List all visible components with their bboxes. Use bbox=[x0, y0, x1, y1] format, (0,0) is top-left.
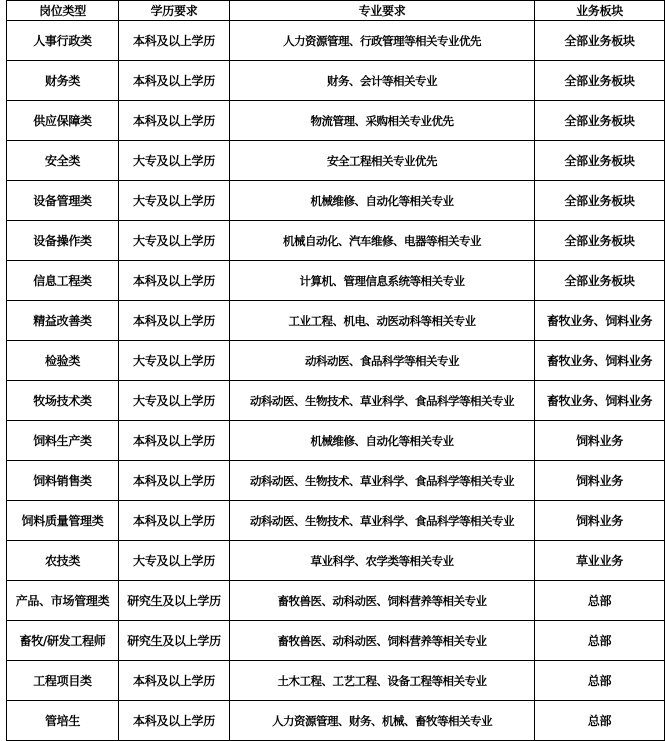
table-row bbox=[7, 381, 665, 421]
cell-education: 大专及以上学历 bbox=[119, 221, 230, 261]
cell-major: 草业科学、农学类等相关专业 bbox=[230, 541, 535, 581]
table-row bbox=[7, 61, 665, 101]
table-row bbox=[7, 101, 665, 141]
cell-business-unit: 总部 bbox=[535, 701, 665, 741]
cell-major: 机械维修、自动化等相关专业 bbox=[230, 181, 535, 221]
cell-education: 大专及以上学历 bbox=[119, 141, 230, 181]
cell-position-type: 人事行政类 bbox=[7, 21, 119, 61]
table-row bbox=[7, 421, 665, 461]
cell-education: 研究生及以上学历 bbox=[119, 621, 230, 661]
cell-education: 本科及以上学历 bbox=[119, 661, 230, 701]
cell-education: 大专及以上学历 bbox=[119, 541, 230, 581]
cell-business-unit: 全部业务板块 bbox=[535, 141, 665, 181]
cell-position-type: 设备操作类 bbox=[7, 221, 119, 261]
cell-position-type: 安全类 bbox=[7, 141, 119, 181]
table-row bbox=[7, 661, 665, 701]
table-row bbox=[7, 141, 665, 181]
cell-major: 动科动医、生物技术、草业科学、食品科学等相关专业 bbox=[230, 501, 535, 541]
cell-education: 大专及以上学历 bbox=[119, 181, 230, 221]
cell-education: 本科及以上学历 bbox=[119, 461, 230, 501]
cell-position-type: 检验类 bbox=[7, 341, 119, 381]
cell-education: 研究生及以上学历 bbox=[119, 581, 230, 621]
cell-business-unit: 全部业务板块 bbox=[535, 221, 665, 261]
header-business-unit: 业务板块 bbox=[535, 1, 665, 21]
cell-business-unit: 畜牧业务、饲料业务 bbox=[535, 301, 665, 341]
cell-business-unit: 草业业务 bbox=[535, 541, 665, 581]
cell-major: 安全工程相关专业优先 bbox=[230, 141, 535, 181]
header-major: 专业要求 bbox=[230, 1, 535, 21]
cell-business-unit: 饲料业务 bbox=[535, 461, 665, 501]
cell-education: 本科及以上学历 bbox=[119, 301, 230, 341]
cell-major: 畜牧兽医、动科动医、饲料营养等相关专业 bbox=[230, 581, 535, 621]
cell-position-type: 产品、市场管理类 bbox=[7, 581, 119, 621]
cell-education: 本科及以上学历 bbox=[119, 421, 230, 461]
cell-position-type: 信息工程类 bbox=[7, 261, 119, 301]
cell-major: 动科动医、食品科学等相关专业 bbox=[230, 341, 535, 381]
cell-education: 本科及以上学历 bbox=[119, 261, 230, 301]
cell-major: 计算机、管理信息系统等相关专业 bbox=[230, 261, 535, 301]
cell-position-type: 饲料生产类 bbox=[7, 421, 119, 461]
table-row bbox=[7, 21, 665, 61]
cell-position-type: 农技类 bbox=[7, 541, 119, 581]
table-row bbox=[7, 181, 665, 221]
cell-major: 土木工程、工艺工程、设备工程等相关专业 bbox=[230, 661, 535, 701]
cell-education: 本科及以上学历 bbox=[119, 21, 230, 61]
table-row bbox=[7, 341, 665, 381]
table-row bbox=[7, 541, 665, 581]
table-row bbox=[7, 221, 665, 261]
cell-position-type: 设备管理类 bbox=[7, 181, 119, 221]
cell-position-type: 牧场技术类 bbox=[7, 381, 119, 421]
cell-position-type: 精益改善类 bbox=[7, 301, 119, 341]
cell-major: 工业工程、机电、动医动科等相关专业 bbox=[230, 301, 535, 341]
header-position-type: 岗位类型 bbox=[7, 1, 119, 21]
cell-major: 动科动医、生物技术、草业科学、食品科学等相关专业 bbox=[230, 461, 535, 501]
table-row bbox=[7, 701, 665, 741]
cell-position-type: 饲料质量管理类 bbox=[7, 501, 119, 541]
cell-major: 人力资源管理、财务、机械、畜牧等相关专业 bbox=[230, 701, 535, 741]
recruitment-table bbox=[6, 0, 665, 741]
cell-business-unit: 总部 bbox=[535, 581, 665, 621]
table-row bbox=[7, 261, 665, 301]
recruitment-table-container bbox=[6, 0, 664, 741]
cell-position-type: 工程项目类 bbox=[7, 661, 119, 701]
table-row bbox=[7, 581, 665, 621]
table-row bbox=[7, 301, 665, 341]
cell-major: 物流管理、采购相关专业优先 bbox=[230, 101, 535, 141]
cell-position-type: 饲料销售类 bbox=[7, 461, 119, 501]
cell-major: 畜牧兽医、动科动医、饲料营养等相关专业 bbox=[230, 621, 535, 661]
cell-education: 本科及以上学历 bbox=[119, 701, 230, 741]
table-header-row bbox=[7, 1, 665, 21]
cell-business-unit: 全部业务板块 bbox=[535, 61, 665, 101]
cell-position-type: 管培生 bbox=[7, 701, 119, 741]
cell-business-unit: 畜牧业务、饲料业务 bbox=[535, 381, 665, 421]
cell-major: 动科动医、生物技术、草业科学、食品科学等相关专业 bbox=[230, 381, 535, 421]
cell-position-type: 供应保障类 bbox=[7, 101, 119, 141]
cell-education: 大专及以上学历 bbox=[119, 381, 230, 421]
cell-major: 人力资源管理、行政管理等相关专业优先 bbox=[230, 21, 535, 61]
cell-major: 机械维修、自动化等相关专业 bbox=[230, 421, 535, 461]
cell-education: 本科及以上学历 bbox=[119, 101, 230, 141]
cell-business-unit: 全部业务板块 bbox=[535, 181, 665, 221]
cell-business-unit: 饲料业务 bbox=[535, 501, 665, 541]
cell-education: 大专及以上学历 bbox=[119, 341, 230, 381]
cell-business-unit: 畜牧业务、饲料业务 bbox=[535, 341, 665, 381]
cell-business-unit: 全部业务板块 bbox=[535, 21, 665, 61]
table-row bbox=[7, 621, 665, 661]
cell-position-type: 畜牧/研发工程师 bbox=[7, 621, 119, 661]
cell-business-unit: 全部业务板块 bbox=[535, 261, 665, 301]
cell-business-unit: 全部业务板块 bbox=[535, 101, 665, 141]
header-education: 学历要求 bbox=[119, 1, 230, 21]
cell-major: 财务、会计等相关专业 bbox=[230, 61, 535, 101]
cell-business-unit: 总部 bbox=[535, 621, 665, 661]
table-row bbox=[7, 461, 665, 501]
cell-education: 本科及以上学历 bbox=[119, 61, 230, 101]
cell-business-unit: 总部 bbox=[535, 661, 665, 701]
cell-major: 机械自动化、汽车维修、电器等相关专业 bbox=[230, 221, 535, 261]
table-row bbox=[7, 501, 665, 541]
cell-position-type: 财务类 bbox=[7, 61, 119, 101]
cell-business-unit: 饲料业务 bbox=[535, 421, 665, 461]
cell-education: 本科及以上学历 bbox=[119, 501, 230, 541]
